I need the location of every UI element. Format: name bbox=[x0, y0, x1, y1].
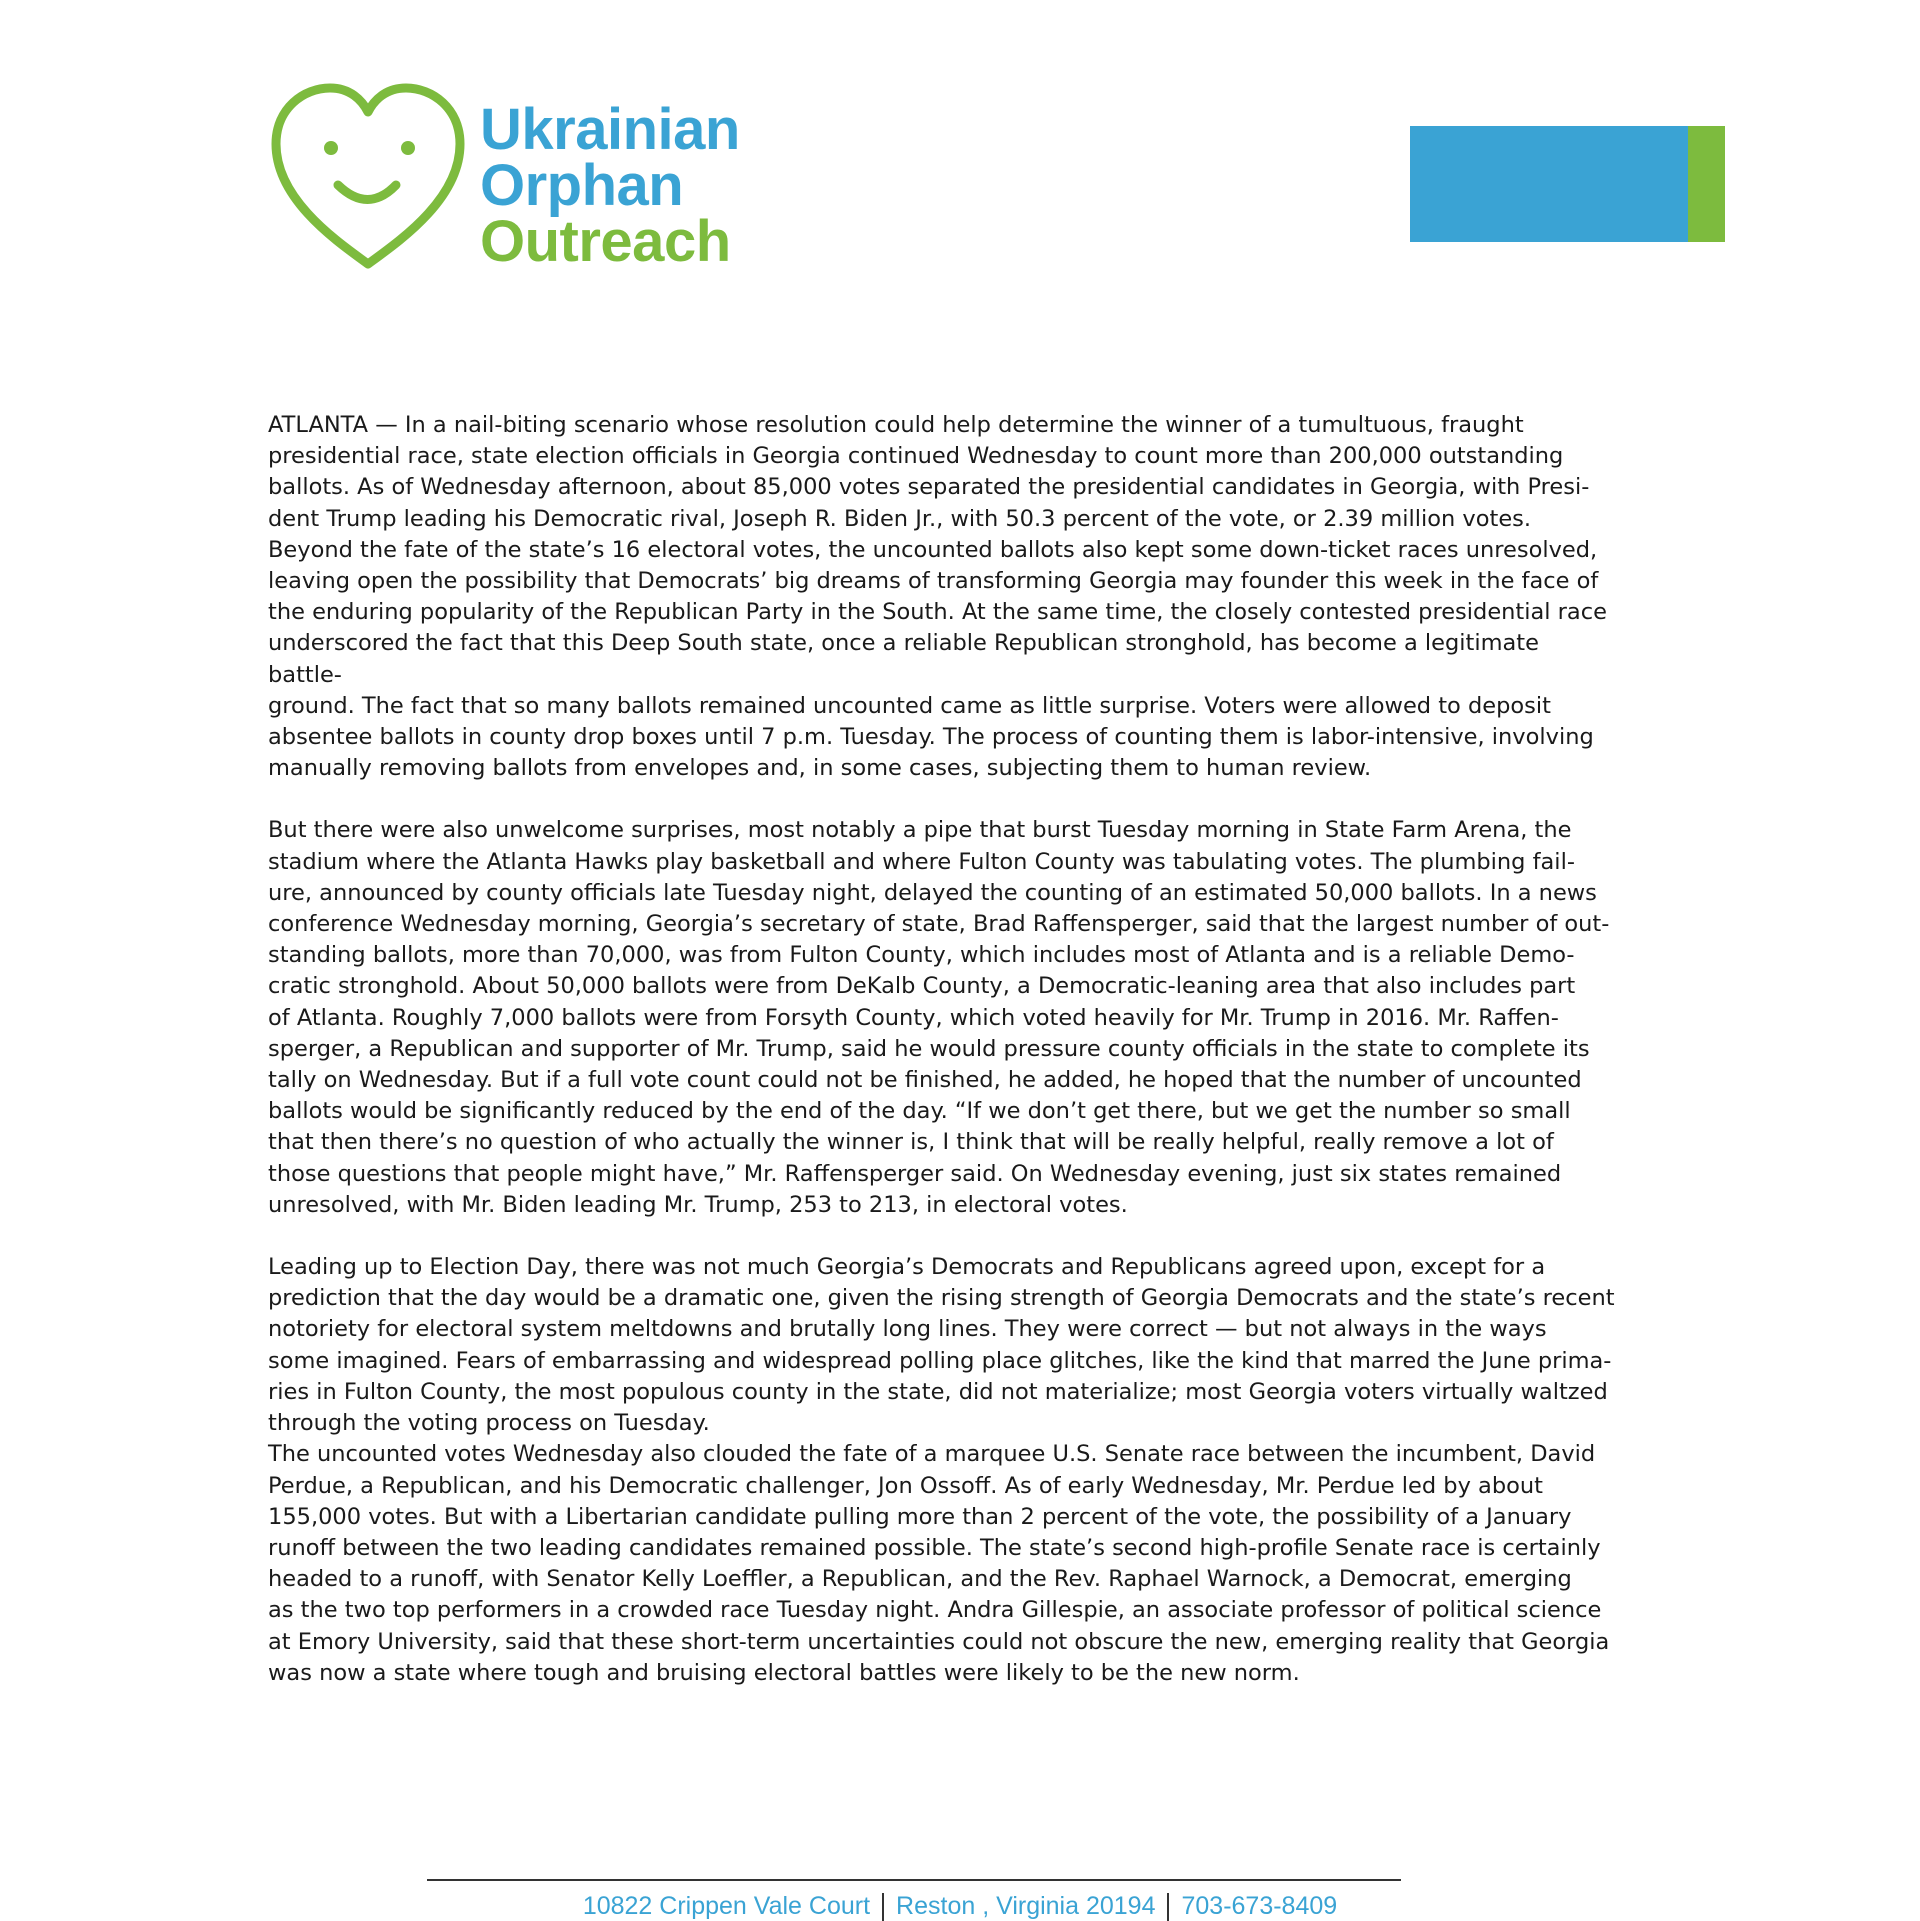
body-paragraph-4: The uncounted votes Wednesday also clouded the fate of a marquee U.S. Senate race between the incumbent, David Perdue, a Republican, and his Democratic challenger, Jon Ossoff. As of early Wednesday, Mr. Perdue led by about 155,000 votes. But with a Libertarian candidate pulling more than 2 percent of the vote, the possibility of a January runoff between the two leading candidates remained possible. The state’s second high-profile Senate race is certainly headed to a runoff, with Senator Kelly Loeffler, a Republican, and the Rev. Raphael Warnock, a Democrat, emerging as the two top performers in a crowded race Tuesday night. Andra Gillespie, an associate professor of political science at Emory University, said that these short-term uncertainties could not obscure the new, emerging reality that Georgia was now a state where tough and bruising electoral battles were likely to be the new norm. bbox=[268, 1441, 1610, 1686]
letter-body bbox=[268, 410, 1618, 1689]
org-name bbox=[480, 97, 740, 274]
org-name-line-3: Outreach bbox=[480, 209, 731, 274]
org-logo bbox=[268, 82, 768, 282]
org-name-line-1: Ukrainian bbox=[480, 97, 740, 162]
footer-city: Reston , Virginia 20194 bbox=[896, 1892, 1156, 1920]
footer-separator bbox=[1167, 1893, 1169, 1921]
body-paragraph-1: ATLANTA — In a nail-biting scenario whose resolution could help determine the winner of a tumultuous, fraught presidential race, state election officials in Georgia continued Wednesday to count more than 200,000 outstanding ballots. As of Wednesday afternoon, about 85,000 votes separated the presidential candidates in Georgia, with Presi- dent Trump leading his Democratic rival, Joseph R. Biden Jr., with 50.3 percent of the vote, or 2.39 million votes. Beyond the fate of the state’s 16 electoral votes, the uncounted ballots also kept some down-ticket races unresolved, leaving open the possibility that Democrats’ big dreams of transforming Georgia may founder this week in the face of the enduring popularity of the Republican Party in the South. At the same time, the closely contested presidential race underscored the fact that this Deep South state, once a reliable Republican stronghold, has become a legitimate battle- ground. The fact that so many ballots remained uncounted came as little surprise. Voters were allowed to deposit absentee ballots in county drop boxes until 7 p.m. Tuesday. The process of counting them is labor-intensive, involving manually removing ballots from envelopes and, in some cases, subjecting them to human review. bbox=[268, 412, 1607, 782]
footer-separator bbox=[882, 1893, 884, 1921]
footer-contact bbox=[0, 1892, 1920, 1921]
body-paragraph-2: But there were also unwelcome surprises, most notably a pipe that burst Tuesday morning in State Farm Arena, the stadium where the Atlanta Hawks play basketball and where Fulton County was tabulating votes. The plumbing fail- ure, announced by county officials late Tuesday night, delayed the counting of an estimated 50,000 ballots. In a news conference Wednesday morning, Georgia’s secretary of state, Brad Raffensperger, said that the largest number of out- standing ballots, more than 70,000, was from Fulton County, which includes most of Atlanta and is a reliable Demo- cratic stronghold. About 50,000 ballots were from DeKalb County, a Democratic-leaning area that also includes part of Atlanta. Roughly 7,000 ballots were from Forsyth County, which voted heavily for Mr. Trump in 2016. Mr. Raffen- sperger, a Republican and supporter of Mr. Trump, said he would pressure county officials in the state to complete its tally on Wednesday. But if a full vote count could not be finished, he added, he hoped that the number of uncounted ballots would be significantly reduced by the end of the day. “If we don’t get there, but we get the number so small that then there’s no question of who actually the winner is, I think that will be really helpful, really remove a lot of those questions that people might have,” Mr. Raffensperger said. On Wednesday evening, just six states remained unresolved, with Mr. Biden leading Mr. Trump, 253 to 213, in electoral votes. bbox=[268, 817, 1610, 1218]
header-color-block-green bbox=[1688, 126, 1725, 242]
header-color-block bbox=[1410, 126, 1725, 242]
smiling-heart-icon bbox=[268, 82, 468, 272]
footer-phone: 703-673-8409 bbox=[1181, 1892, 1338, 1920]
org-name-line-2: Orphan bbox=[480, 153, 684, 218]
body-paragraph-3: Leading up to Election Day, there was not much Georgia’s Democrats and Republicans agreed upon, except for a prediction that the day would be a dramatic one, given the rising strength of Georgia Democrats and the state’s recent notoriety for electoral system meltdowns and brutally long lines. They were correct — but not always in the ways some imagined. Fears of embarrassing and widespread polling place glitches, like the kind that marred the June prima- ries in Fulton County, the most populous county in the state, did not materialize; most Georgia voters virtually waltzed through the voting process on Tuesday. bbox=[268, 1254, 1615, 1437]
header-color-block-blue bbox=[1410, 126, 1688, 242]
footer-address: 10822 Crippen Vale Court bbox=[582, 1892, 871, 1920]
footer-divider bbox=[427, 1879, 1401, 1881]
